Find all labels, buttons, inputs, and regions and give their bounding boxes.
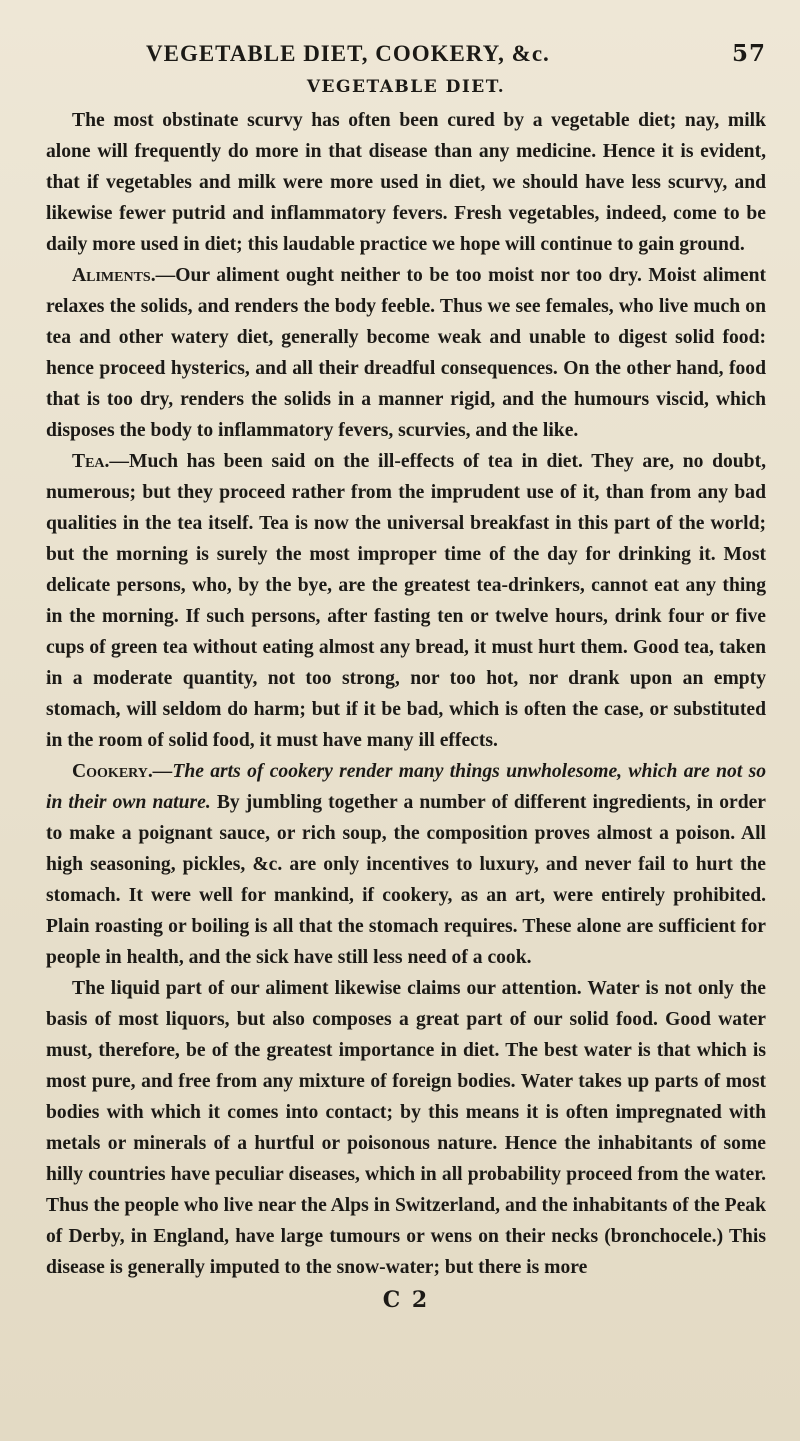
section-title: VEGETABLE DIET. bbox=[306, 77, 506, 97]
paragraph-aliments bbox=[46, 260, 766, 446]
page-number: 57 bbox=[731, 40, 766, 67]
paragraph-vegetable-diet: The most obstinate scurvy has often been cured by a vegetable diet; nay, milk alone will frequently do more in that disease than any medicine. Hence it is evident, that if vegetables and milk were more used in diet, we should have less scurvy, and likewise fewer putrid and inflammatory fevers. Fresh vegetables, indeed, come to be daily more used in diet; this laudable practice we hope will continue to gain ground. bbox=[46, 110, 766, 255]
paragraph-cookery bbox=[46, 756, 766, 973]
paragraph-tea-lead: Tea. bbox=[72, 451, 110, 472]
paragraph-tea bbox=[46, 446, 766, 756]
paragraph-cookery-italic: —The arts of cookery render many things unwholesome, which are not so in their own nature. bbox=[46, 761, 766, 813]
paragraph-cookery-body: By jumbling together a number of different ingredients, in order to make a poignant sauce, or rich soup, the composition proves almost a poison. All high seasoning, pickles, &c. are only incentives to luxury, and never fail to hurt the stomach. It were well for mankind, if cookery, as an art, were entirely prohibited. Plain roasting or boiling is all that the stomach requires. These alone are sufficient for people in health, and the sick have still less need of a cook. bbox=[46, 792, 766, 968]
paragraph-aliments-body: —Our aliment ought neither to be too moist nor too dry. Moist aliment relaxes the solids, and renders the body feeble. Thus we see females, who live much on tea and other watery diet, generally become weak and unable to digest solid food: hence proceed hysterics, and all their dreadful consequences. On the other hand, food that is too dry, renders the solids in a manner rigid, and the humours viscid, which disposes the body to inflammatory fevers, scurvies, and the like. bbox=[46, 265, 766, 441]
paragraph-tea-body: —Much has been said on the ill-effects of tea in diet. They are, no doubt, numerous; but they proceed rather from the imprudent use of it, than from any bad qualities in the tea itself. Tea is now the universal breakfast in this part of the world; but the morning is surely the most improper time of the day for drinking it. Most delicate persons, who, by the bye, are the greatest tea-drinkers, cannot eat any thing in the morning. If such persons, after fasting ten or twelve hours, drink four or five cups of green tea without eating almost any bread, it must hurt them. Good tea, taken in a moderate quantity, not too strong, nor too hot, nor drank upon an empty stomach, will seldom do harm; but if it be bad, which is often the case, or substituted in the room of solid food, it must have many ill effects. bbox=[46, 451, 766, 751]
signature-mark: C 2 bbox=[382, 1287, 430, 1313]
paragraph-aliments-lead: Aliments. bbox=[72, 265, 156, 286]
paragraph-cookery-lead: Cookery. bbox=[72, 761, 153, 782]
paragraph-water: The liquid part of our aliment likewise claims our attention. Water is not only the basis of most liquors, but also composes a great part of our solid food. Good water must, therefore, be of the greatest importance in diet. The best water is that which is most pure, and free from any mixture of foreign bodies. Water takes up parts of most bodies with which it comes into contact; by this means it is often impregnated with metals or minerals of a hurtful or poisonous nature. Hence the inhabitants of some hilly countries have peculiar diseases, which in all probability proceed from the water. Thus the people who live near the Alps in Switzerland, and the inhabitants of the Peak of Derby, in England, have large tumours or wens on their necks (bronchocele.) This disease is generally imputed to the snow-water; but there is more bbox=[46, 978, 766, 1278]
running-title: VEGETABLE DIET, COOKERY, &c. bbox=[146, 41, 550, 66]
running-head bbox=[146, 40, 766, 67]
